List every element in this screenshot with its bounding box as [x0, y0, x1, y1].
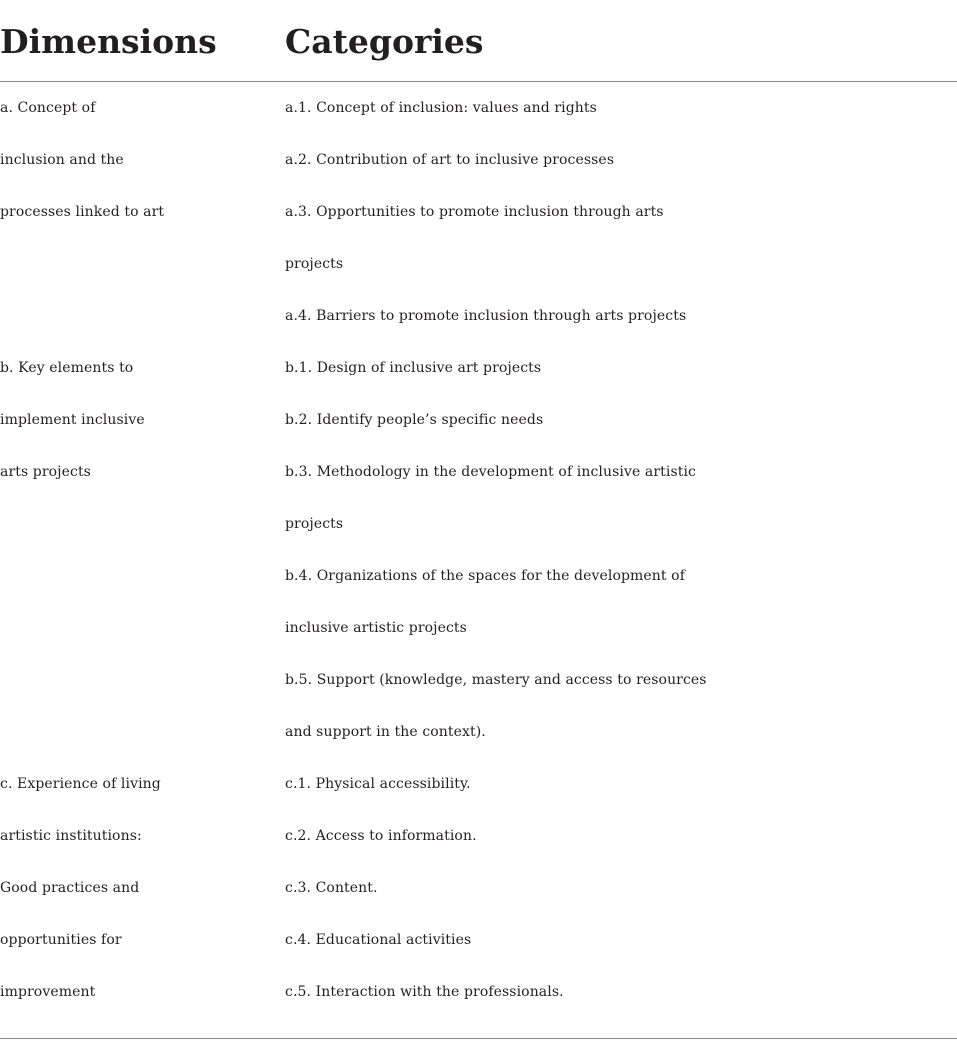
dimension-line: arts projects — [0, 464, 91, 480]
category-line: a.2. Contribution of art to inclusive processes — [285, 152, 615, 168]
dimension-cell-c — [0, 758, 285, 1018]
category-line: c.2. Access to information. — [285, 828, 477, 844]
table-row-c — [0, 758, 957, 1018]
category-cell-c — [285, 758, 957, 1018]
category-line: a.1. Concept of inclusion: values and rights — [285, 100, 597, 116]
categories-column-header: Categories — [285, 22, 484, 61]
category-line: c.5. Interaction with the professionals. — [285, 984, 564, 1000]
table-header — [0, 16, 957, 68]
dimension-line: improvement — [0, 984, 96, 1000]
category-line: b.5. Support (knowledge, mastery and access to resources — [285, 672, 707, 688]
category-line: c.3. Content. — [285, 880, 378, 896]
category-line: and support in the context). — [285, 724, 486, 740]
category-line: b.2. Identify people’s specific needs — [285, 412, 544, 428]
table-row-a — [0, 82, 957, 342]
table-bottom-rule — [0, 1038, 957, 1039]
dimension-cell-a — [0, 82, 285, 238]
category-line: projects — [285, 516, 344, 532]
category-line: b.4. Organizations of the spaces for the development of — [285, 568, 685, 584]
category-line: inclusive artistic projects — [285, 620, 467, 636]
category-cell-a — [285, 82, 957, 342]
category-line: c.4. Educational activities — [285, 932, 472, 948]
dimension-line: artistic institutions: — [0, 828, 142, 844]
category-line: a.4. Barriers to promote inclusion through arts projects — [285, 308, 687, 324]
dimension-line: opportunities for — [0, 932, 122, 948]
dimension-line: processes linked to art — [0, 204, 165, 220]
table-body — [0, 82, 957, 1018]
category-line: a.3. Opportunities to promote inclusion through arts — [285, 204, 664, 220]
dimension-line: implement inclusive — [0, 412, 145, 428]
category-line: c.1. Physical accessibility. — [285, 776, 471, 792]
dimension-cell-b — [0, 342, 285, 498]
category-line: projects — [285, 256, 344, 272]
table-row-b — [0, 342, 957, 758]
dimension-line: inclusion and the — [0, 152, 124, 168]
dimensions-column-header: Dimensions — [0, 22, 217, 61]
category-line: b.3. Methodology in the development of inclusive artistic — [285, 464, 696, 480]
category-line: b.1. Design of inclusive art projects — [285, 360, 542, 376]
category-cell-b — [285, 342, 957, 758]
dimension-line: b. Key elements to — [0, 360, 134, 376]
dimension-line: a. Concept of — [0, 100, 96, 116]
dimension-line: c. Experience of living — [0, 776, 161, 792]
dimension-line: Good practices and — [0, 880, 140, 896]
